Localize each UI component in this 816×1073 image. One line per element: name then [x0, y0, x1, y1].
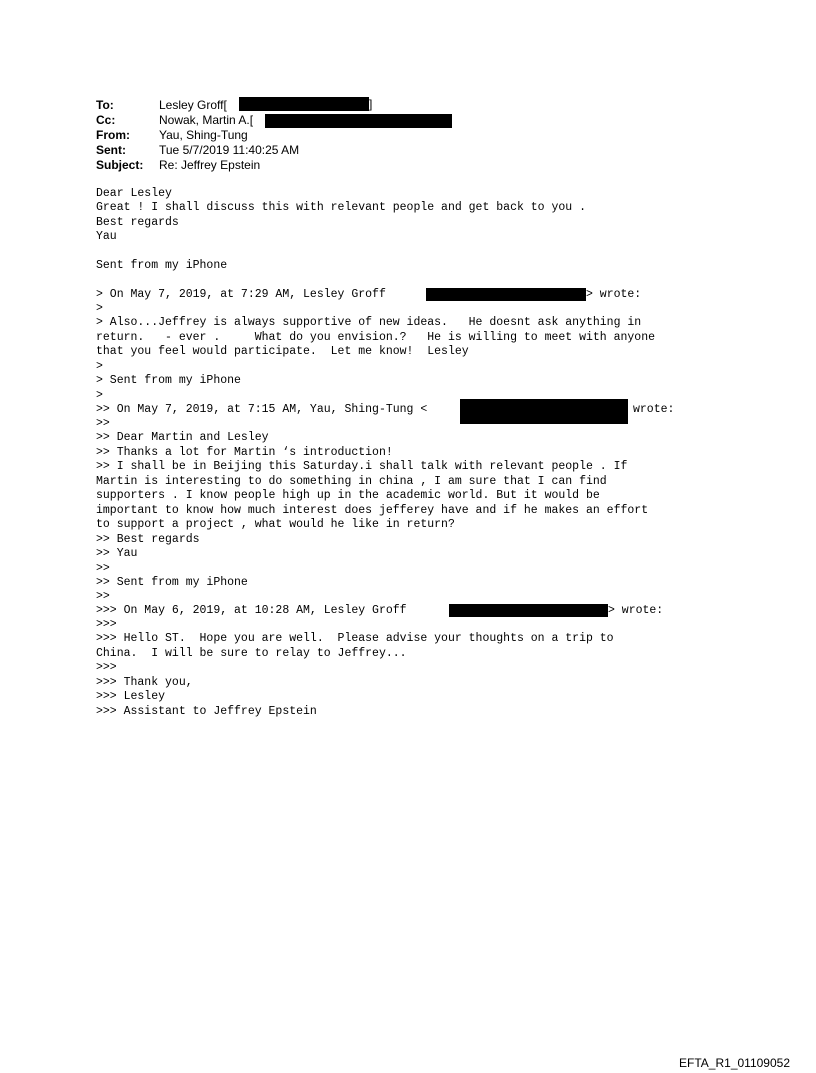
quote1-body: > > Also...Jeffrey is always supportive of new ideas. He doesnt ask anything in return. - ever . What do you envision.? He is willing to meet with anyone that you feel would participate. Let me know! Lesley > > Sent from my iPhone >: [96, 302, 655, 402]
to-bracket-end: ]: [369, 97, 373, 111]
subject-label: Subject:: [96, 158, 144, 172]
to-value: Lesley Groff[: [159, 98, 227, 112]
subject-value: Re: Jeffrey Epstein: [159, 158, 261, 172]
sent-value: Tue 5/7/2019 11:40:25 AM: [159, 143, 300, 157]
document-id: EFTA_R1_01109052: [679, 1056, 790, 1070]
cc-value: Nowak, Martin A.[: [159, 113, 254, 127]
redaction-quote1-email: [426, 288, 586, 301]
quote2-body: >> >> Dear Martin and Lesley >> Thanks a lot for Martin ‘s introduction! >> I shall be in Beijing this Saturday.i shall talk with relevant people . If Martin is interesting to do something in china , I am sure that I can find supporters . I know people high up in the academic world. But it would be important to know how much interest does jefferey have and if he makes an effort to support a project , what would he like in return? >> Best regards >> Yau >> >> Sent from my iPhone >>: [96, 417, 649, 604]
to-label: To:: [96, 98, 114, 112]
from-label: From:: [96, 128, 130, 142]
quote1-header-end: > wrote:: [586, 288, 642, 301]
quote3-header: >>> On May 6, 2019, at 10:28 AM, Lesley Groff: [96, 604, 407, 617]
from-value: Yau, Shing-Tung: [159, 128, 248, 142]
cc-label: Cc:: [96, 113, 116, 127]
redaction-to-email: [239, 97, 369, 111]
quote3-body: >>> >>> Hello ST. Hope you are well. Please advise your thoughts on a trip to China. I will be sure to relay to Jeffrey... >>> >>> Thank you, >>> Lesley >>> Assistant to Jeffrey Epstein: [96, 618, 614, 718]
quote2-header-end: wrote:: [633, 403, 675, 416]
quote3-header-end: > wrote:: [608, 604, 664, 617]
reply-body: Dear Lesley Great ! I shall discuss this with relevant people and get back to you . Best regards Yau Sent from my iPhone: [96, 187, 586, 273]
redaction-cc-email: [265, 114, 452, 128]
redaction-quote3-email: [449, 604, 608, 617]
sent-label: Sent:: [96, 143, 126, 157]
quote2-header: >> On May 7, 2019, at 7:15 AM, Yau, Shing-Tung <: [96, 403, 428, 416]
quote1-header: > On May 7, 2019, at 7:29 AM, Lesley Groff: [96, 288, 386, 301]
